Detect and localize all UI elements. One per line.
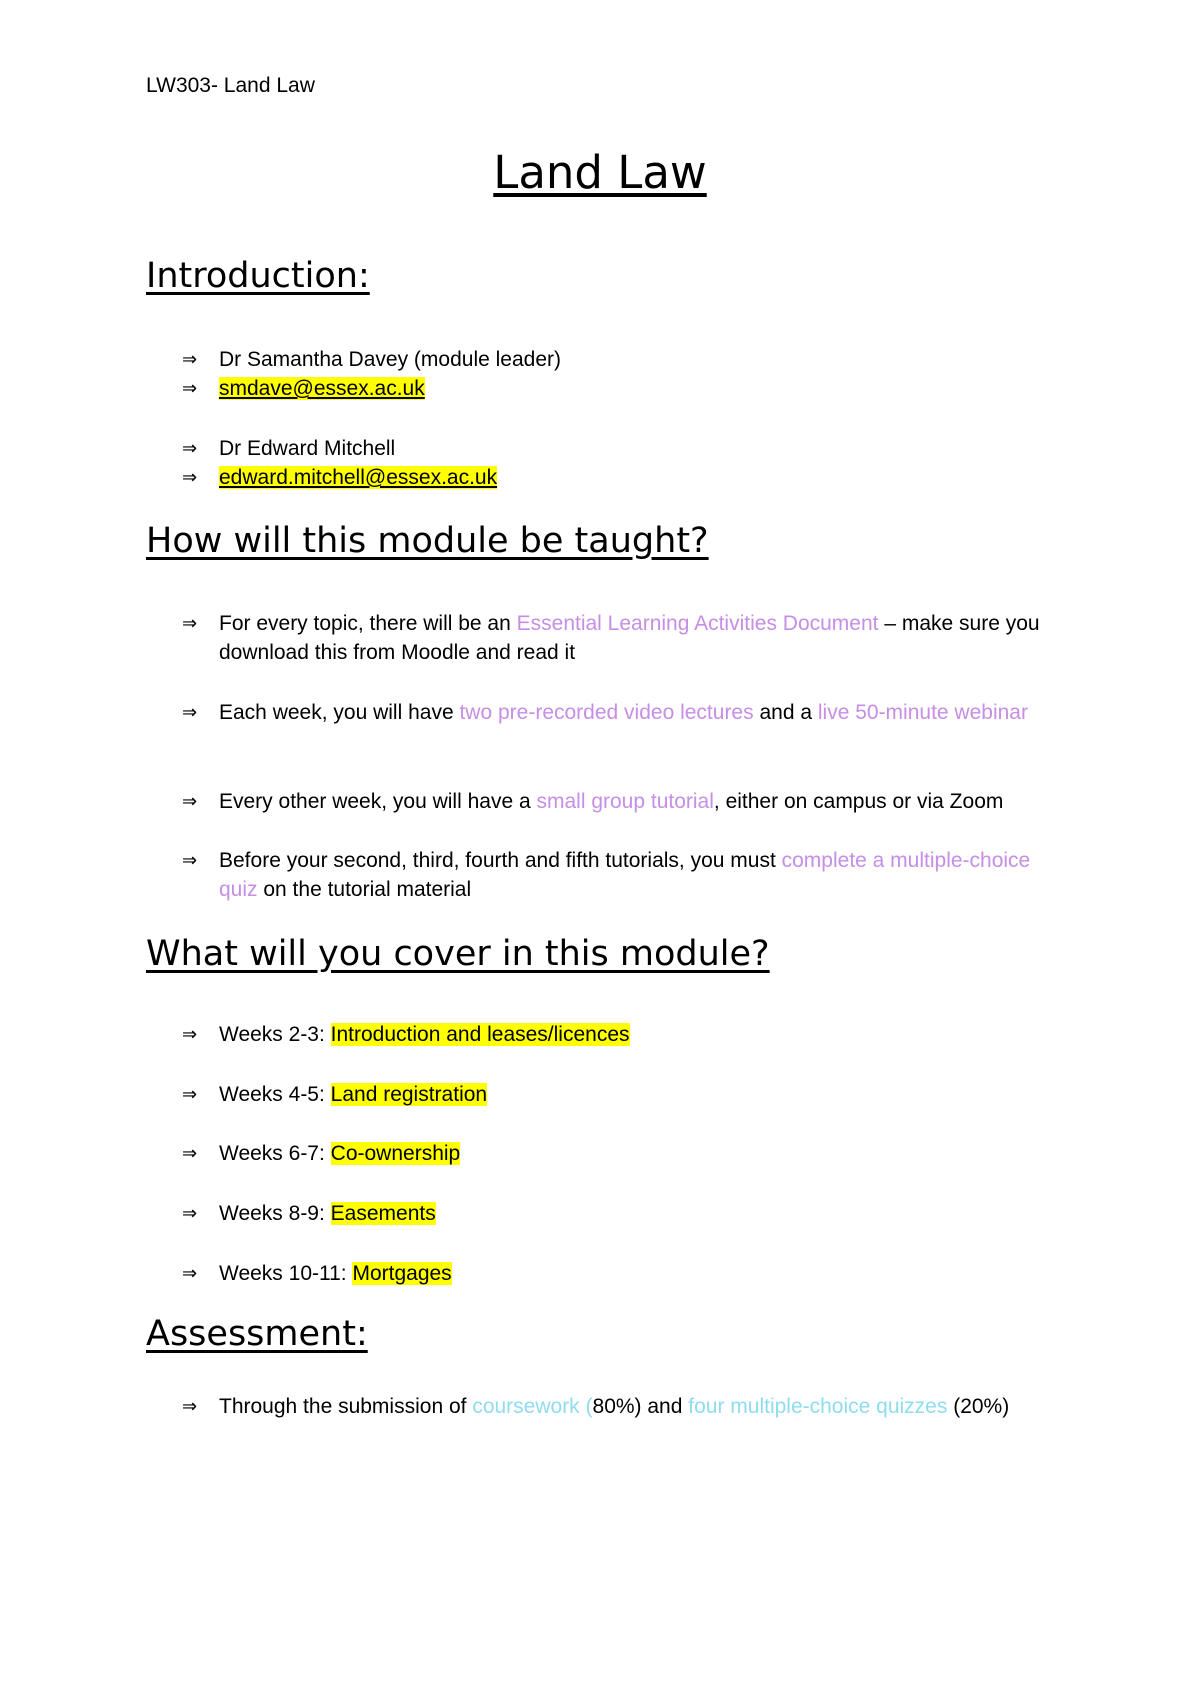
arrow-bullet-icon: ⇒ xyxy=(182,1084,198,1105)
list-item xyxy=(182,345,1062,374)
list-item: ⇒ Weeks 2-3: Introduction and leases/licences xyxy=(182,1020,1062,1049)
topic-highlight: Co-ownership xyxy=(330,1142,461,1165)
arrow-bullet-icon: ⇒ xyxy=(182,349,198,370)
list-item xyxy=(182,374,1062,403)
list-item: ⇒ Weeks 4-5: Land registration xyxy=(182,1080,1062,1109)
arrow-bullet-icon: ⇒ xyxy=(182,1024,198,1045)
list-item xyxy=(182,434,1062,463)
list-item: ⇒ Weeks 10-11: Mortgages xyxy=(182,1259,1062,1288)
arrow-bullet-icon: ⇒ xyxy=(182,702,198,723)
arrow-bullet-icon: ⇒ xyxy=(182,1263,198,1284)
arrow-bullet-icon: ⇒ xyxy=(182,467,198,488)
arrow-bullet-icon: ⇒ xyxy=(182,1203,198,1224)
arrow-bullet-icon: ⇒ xyxy=(182,1396,198,1417)
arrow-bullet-icon: ⇒ xyxy=(182,438,198,459)
leader-email-link[interactable]: smdave@essex.ac.uk xyxy=(219,377,425,400)
arrow-bullet-icon: ⇒ xyxy=(182,791,198,812)
list-item: ⇒ Before your second, third, fourth and fifth tutorials, you must complete a multiple-choice quiz on the tutorial material xyxy=(182,846,1062,904)
list-item: ⇒ Each week, you will have two pre-recorded video lectures and a live 50-minute webinar xyxy=(182,698,1062,727)
document-title: Land Law xyxy=(493,146,707,199)
highlighted-term: live 50-minute webinar xyxy=(817,701,1028,724)
heading-assessment: Assessment: xyxy=(146,1314,368,1354)
topic-highlight: Mortgages xyxy=(352,1262,452,1285)
assessment-coursework: coursework ( xyxy=(472,1395,593,1418)
page-header: LW303- Land Law xyxy=(146,74,315,97)
arrow-bullet-icon: ⇒ xyxy=(182,850,198,871)
arrow-bullet-icon: ⇒ xyxy=(182,378,198,399)
highlighted-term: small group tutorial xyxy=(536,790,714,813)
second-lecturer-name: Dr Edward Mitchell xyxy=(219,437,396,460)
heading-introduction: Introduction: xyxy=(146,256,370,296)
leader-name: Dr Samantha Davey (module leader) xyxy=(219,348,561,371)
heading-teaching: How will this module be taught? xyxy=(146,521,709,561)
assessment-quizzes: four multiple-choice quizzes xyxy=(688,1395,948,1418)
topic-highlight: Easements xyxy=(330,1202,436,1225)
highlighted-term: Essential Learning Activities Document xyxy=(516,612,879,635)
heading-cover: What will you cover in this module? xyxy=(146,934,770,974)
list-item: ⇒ Through the submission of coursework (80%) and four multiple-choice quizzes (20%) xyxy=(182,1392,1062,1421)
highlighted-term: two pre-recorded video lectures xyxy=(459,701,754,724)
list-item: ⇒ Every other week, you will have a small group tutorial, either on campus or via Zoom xyxy=(182,787,1062,816)
arrow-bullet-icon: ⇒ xyxy=(182,613,198,634)
second-lecturer-email-link[interactable]: edward.mitchell@essex.ac.uk xyxy=(219,466,498,489)
highlighted-term: complete a multiple-choice quiz xyxy=(219,849,1031,901)
list-item: ⇒ Weeks 8-9: Easements xyxy=(182,1199,1062,1228)
list-item: ⇒ For every topic, there will be an Essential Learning Activities Document – make sure you download this from Moodle and read it xyxy=(182,609,1062,667)
arrow-bullet-icon: ⇒ xyxy=(182,1143,198,1164)
list-item xyxy=(182,463,1062,492)
topic-highlight: Land registration xyxy=(330,1083,488,1106)
topic-highlight: Introduction and leases/licences xyxy=(330,1023,630,1046)
list-item: ⇒ Weeks 6-7: Co-ownership xyxy=(182,1139,1062,1168)
